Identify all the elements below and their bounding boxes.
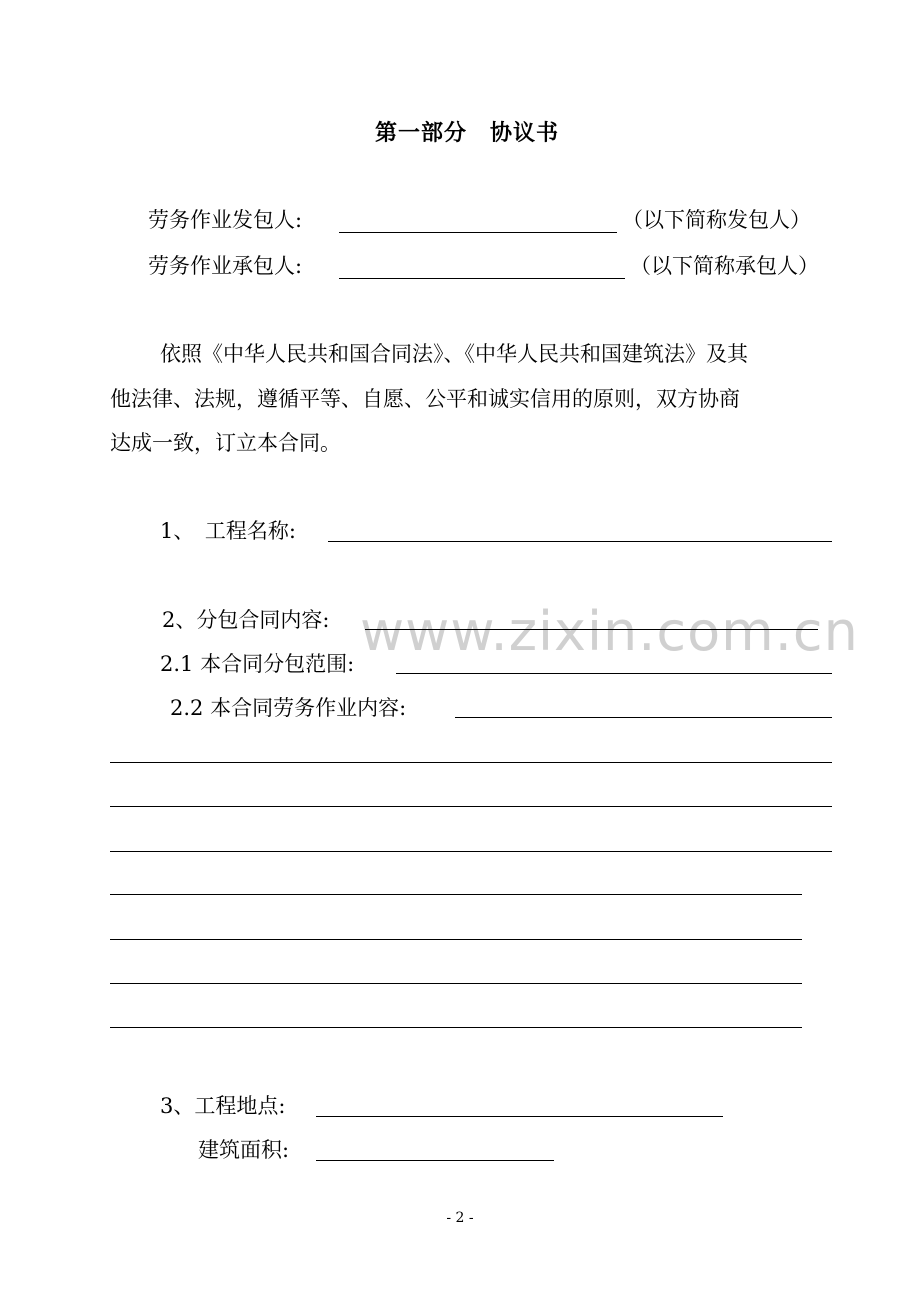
subcontract-scope-blank-line[interactable] bbox=[396, 673, 832, 674]
contractor-blank-line[interactable] bbox=[339, 232, 617, 233]
subcontract-content-blank-line[interactable] bbox=[365, 629, 818, 630]
content-blank-line-4[interactable] bbox=[110, 894, 802, 895]
document-title: 第一部分 协议书 bbox=[375, 120, 560, 146]
building-area-blank-line[interactable] bbox=[316, 1160, 554, 1161]
watermark-text: www.zixin.com.cn bbox=[360, 600, 859, 663]
project-location-label: 3、工程地点: bbox=[160, 1094, 286, 1118]
project-location-blank-line[interactable] bbox=[316, 1116, 723, 1117]
subcontractor-suffix: （以下简称承包人） bbox=[630, 254, 819, 278]
contractor-label: 劳务作业发包人: bbox=[148, 208, 303, 232]
building-area-label: 建筑面积: bbox=[198, 1138, 290, 1162]
project-name-label: 1、 工程名称: bbox=[160, 519, 296, 543]
labor-content-blank-line[interactable] bbox=[455, 717, 832, 718]
labor-content-label: 2.2 本合同劳务作业内容: bbox=[170, 696, 407, 720]
contractor-suffix: （以下简称发包人） bbox=[622, 208, 811, 232]
content-blank-line-6[interactable] bbox=[110, 983, 802, 984]
subcontractor-label: 劳务作业承包人: bbox=[148, 254, 303, 278]
content-blank-line-1[interactable] bbox=[110, 762, 832, 763]
content-blank-line-7[interactable] bbox=[110, 1027, 802, 1028]
preamble-line-3: 达成一致，订立本合同。 bbox=[110, 431, 341, 455]
content-blank-line-3[interactable] bbox=[110, 851, 832, 852]
page-number: - 2 - bbox=[446, 1210, 474, 1226]
content-blank-line-5[interactable] bbox=[110, 939, 802, 940]
preamble-line-2: 他法律、法规，遵循平等、自愿、公平和诚实信用的原则，双方协商 bbox=[110, 387, 740, 411]
subcontract-content-label: 2、分包合同内容: bbox=[162, 608, 330, 632]
preamble-line-1: 依照《中华人民共和国合同法》、《中华人民共和国建筑法》及其 bbox=[160, 342, 748, 366]
project-name-blank-line[interactable] bbox=[328, 541, 832, 542]
content-blank-line-2[interactable] bbox=[110, 806, 832, 807]
subcontract-scope-label: 2.1 本合同分包范围: bbox=[160, 652, 355, 676]
subcontractor-blank-line[interactable] bbox=[339, 278, 625, 279]
